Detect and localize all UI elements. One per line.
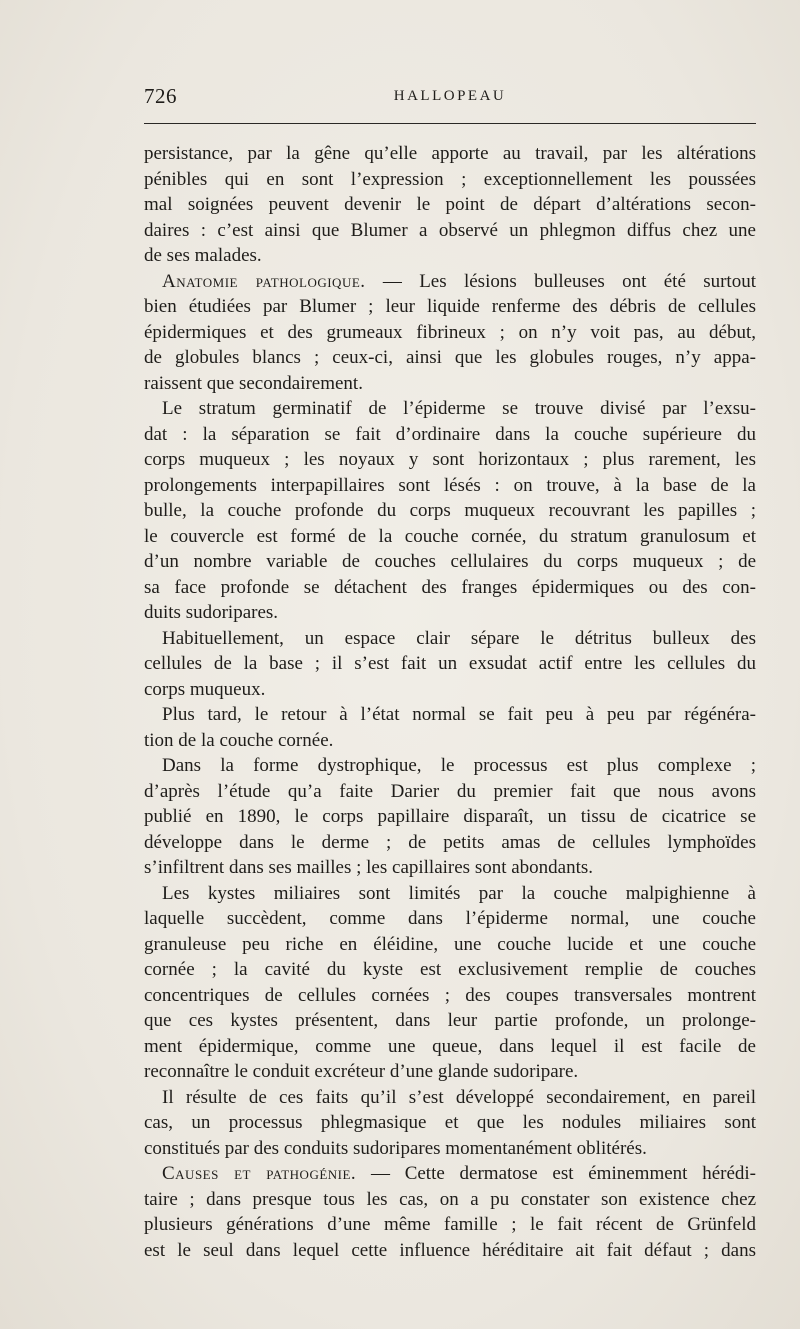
line-text: bien étudiées par Blumer ; leur liquide renferme des débris de cellules [144,296,756,317]
text-line [144,167,756,193]
line-text: persistance, par la gêne qu’elle apporte au travail, par les altérations [144,143,756,164]
line-text: pénibles qui en sont l’expression ; exceptionnellement les poussées [144,168,756,190]
line-text: dat : la séparation se fait d’ordinaire dans la couche supérieure du [144,423,756,445]
text-line [144,320,756,346]
text-line [144,1110,756,1136]
line-text: corps muqueux ; les noyaux y sont horizontaux ; plus rarement, les [144,449,756,470]
line-text: épidermiques et des grumeaux fibrineux ; on n’y voit pas, au début, [144,321,756,343]
line-text: prolongements interpapillaires sont lésés : on trouve, à la base de la [144,474,756,496]
text-line [144,1187,756,1213]
text-line [144,498,756,524]
text-line [144,243,756,269]
text-line [144,932,756,958]
page-header [144,84,756,114]
line-text: s’infiltrent dans ses mailles ; les capillaires sont abondants. [144,857,594,878]
line-text: bulle, la couche profonde du corps muqueux recouvrant les papilles ; [144,500,756,521]
line-text: constitués par des conduits sudoripares momentanément oblitérés. [144,1137,647,1159]
line-text: cas, un processus phlegmasique et que les nodules miliaires sont [144,1112,756,1133]
line-text: Le stratum germinatif de l’épiderme se trouve divisé par l’exsu- [162,398,756,419]
text-line [144,1085,756,1111]
line-text: cellules de la base ; il s’est fait un exsudat actif entre les cellules du [144,653,756,674]
line-text: — Cette dermatose est éminemment hérédi- [356,1163,756,1184]
line-text: développe dans le derme ; de petits amas de cellules lymphoïdes [144,831,756,853]
text-line [144,1212,756,1238]
line-text: cornée ; la cavité du kyste est exclusivement remplie de couches [144,959,756,980]
text-line [144,600,756,626]
line-text: Il résulte de ces faits qu’il s’est développé secondairement, en pareil [162,1086,756,1108]
line-text: d’un nombre variable de couches cellulaires du corps muqueux ; de [144,551,756,572]
text-line [144,192,756,218]
line-text: ment épidermique, comme une queue, dans lequel il est facile de [144,1035,756,1057]
text-line [144,779,756,805]
section-heading-causes: Causes et pathogénie. [162,1163,357,1184]
line-text: Dans la forme dystrophique, le processus est plus complexe ; [162,755,756,776]
line-text: le couvercle est formé de la couche cornée, du stratum granulosum et [144,525,756,547]
line-text: concentriques de cellules cornées ; des coupes transversales montrent [144,984,756,1006]
line-text: — Les lésions bulleuses ont été surtout [365,270,756,292]
line-text: d’après l’étude qu’a faite Darier du premier fait que nous avons [144,780,756,802]
line-text: laquelle succèdent, comme dans l’épiderme normal, une couche [144,908,756,929]
text-line [144,473,756,499]
line-text: Habituellement, un espace clair sépare le détritus bulleux des [162,627,756,649]
text-line [144,651,756,677]
section-heading-anatomie: Anatomie pathologique. [162,270,366,292]
line-text: daires : c’est ainsi que Blumer a observé un phlegmon diffus chez une [144,219,756,241]
text-line [144,881,756,907]
text-line [144,855,756,881]
line-text: plusieurs générations d’une même famille ; le fait récent de Grünfeld [144,1214,756,1235]
text-line [144,524,756,550]
text-line [144,549,756,575]
text-line [144,957,756,983]
line-text: Plus tard, le retour à l’état normal se fait peu à peu par régénéra- [162,704,756,725]
line-text: granuleuse peu riche en éléidine, une couche lucide et une couche [144,933,756,955]
header-rule [144,123,756,124]
line-text: de globules blancs ; ceux-ci, ainsi que les globules rouges, n’y appa- [144,347,756,368]
text-line [144,1238,756,1264]
text-line [144,345,756,371]
page-number: 726 [144,84,177,108]
text-line [144,422,756,448]
line-text: reconnaître le conduit excréteur d’une glande sudoripare. [144,1061,579,1082]
text-line [144,804,756,830]
line-text: est le seul dans lequel cette influence héréditaire ait fait défaut ; dans [144,1239,756,1261]
body-text [144,141,756,1263]
text-line [144,396,756,422]
text-line [144,983,756,1009]
text-line [144,1161,756,1187]
text-line [144,1136,756,1162]
text-line [144,371,756,397]
text-line [144,1008,756,1034]
text-line [144,728,756,754]
line-text: raissent que secondairement. [144,372,363,394]
text-line [144,626,756,652]
text-line [144,906,756,932]
text-line [144,753,756,779]
text-line [144,447,756,473]
text-line [144,269,756,295]
line-text: publié en 1890, le corps papillaire disparaît, un tissu de cicatrice se [144,806,756,827]
text-line [144,1059,756,1085]
line-text: mal soignées peuvent devenir le point de départ d’altérations secon- [144,194,756,215]
line-text: corps muqueux. [144,678,266,700]
text-line [144,830,756,856]
text-line [144,294,756,320]
running-head: HALLOPEAU [393,88,507,104]
line-text: sa face profonde se détachent des franges épidermiques ou des con- [144,576,756,598]
text-line [144,1034,756,1060]
text-line [144,677,756,703]
line-text: que ces kystes présentent, dans leur partie profonde, un prolonge- [144,1010,756,1031]
text-line [144,575,756,601]
line-text: tion de la couche cornée. [144,729,334,751]
text-line [144,141,756,167]
text-line [144,702,756,728]
text-line [144,218,756,244]
line-text: taire ; dans presque tous les cas, on a pu constater son existence chez [144,1188,756,1210]
line-text: Les kystes miliaires sont limités par la couche malpighienne à [162,882,756,904]
line-text: de ses malades. [144,245,262,266]
line-text: duits sudoripares. [144,602,279,623]
